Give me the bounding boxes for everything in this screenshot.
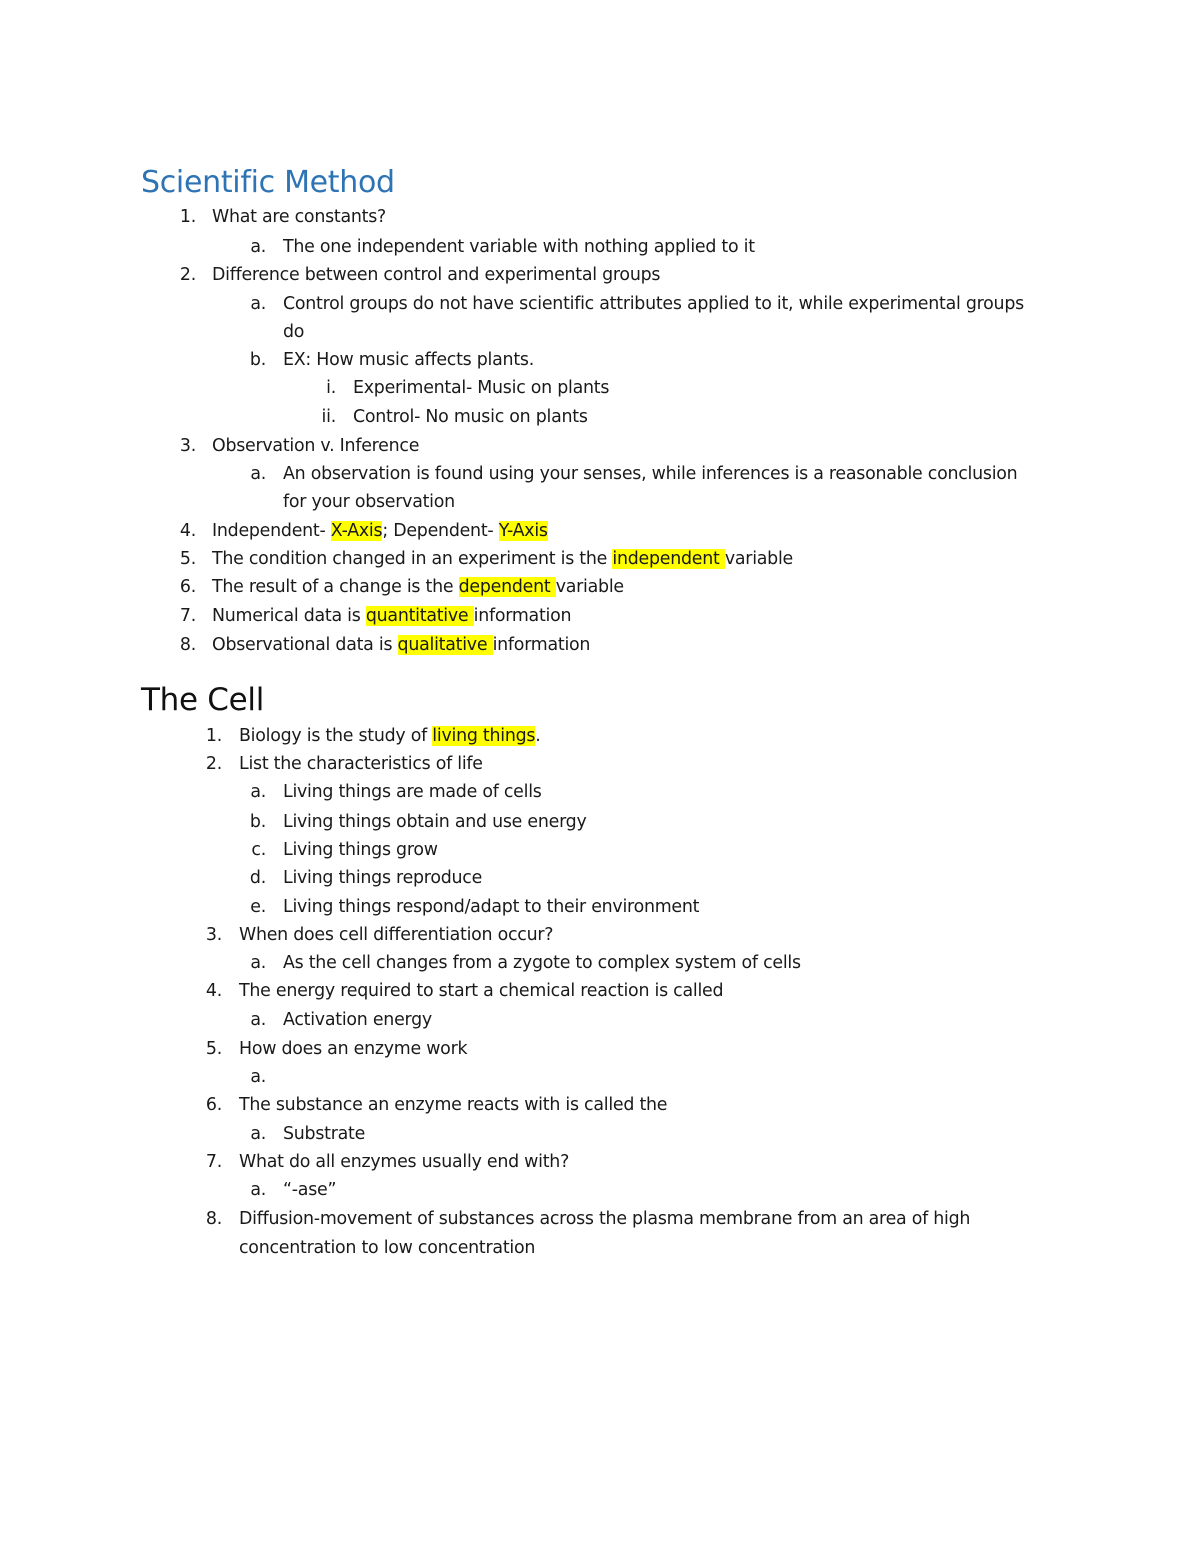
list-text: When does cell differentiation occur?	[239, 925, 554, 945]
list-letter: a.	[250, 237, 266, 257]
list-text: Living things respond/adapt to their environment	[283, 897, 700, 917]
text-run: variable	[724, 549, 794, 569]
text-run: Biology is the study of	[239, 726, 433, 746]
list-text: What are constants?	[212, 207, 387, 227]
list-number: 7.	[205, 1152, 222, 1172]
list-text: The one independent variable with nothing applied to it	[283, 237, 755, 257]
highlighted-term: independent	[612, 549, 725, 569]
list-text: An observation is found using your senses, while inferences is a reasonable conclusion	[283, 464, 1018, 484]
list-text	[239, 722, 540, 750]
list-text: Control groups do not have scientific attributes applied to it, while experimental groups	[283, 294, 1024, 314]
list-roman: i.	[326, 378, 336, 398]
list-number: 1.	[179, 207, 196, 227]
text-run: ; Dependent-	[382, 521, 499, 541]
list-text: How does an enzyme work	[239, 1039, 468, 1059]
list-number: 4.	[179, 521, 196, 541]
heading-the-cell: The Cell	[141, 682, 265, 718]
list-text: The substance an enzyme reacts with is called the	[239, 1095, 668, 1115]
list-text	[212, 573, 624, 601]
list-text	[212, 545, 793, 573]
highlighted-term: living things	[432, 726, 536, 746]
list-number: 5.	[179, 549, 196, 569]
text-run: information	[492, 635, 591, 655]
list-number: 8.	[205, 1209, 222, 1229]
list-number: 3.	[179, 436, 196, 456]
list-number: 8.	[179, 635, 196, 655]
list-number: 5.	[205, 1039, 222, 1059]
text-run: The result of a change is the	[212, 577, 459, 597]
list-text: Experimental- Music on plants	[353, 378, 610, 398]
list-letter: a.	[250, 782, 266, 802]
list-text: Diffusion-movement of substances across the plasma membrane from an area of high	[239, 1209, 971, 1229]
list-text: concentration to low concentration	[239, 1238, 536, 1258]
list-letter: a.	[250, 464, 266, 484]
list-letter: b.	[249, 812, 266, 832]
list-text: Living things are made of cells	[283, 782, 542, 802]
list-text: List the characteristics of life	[239, 754, 483, 774]
list-letter: b.	[249, 350, 266, 370]
text-run: information	[473, 606, 572, 626]
highlighted-term: dependent	[458, 577, 556, 597]
list-number: 4.	[205, 981, 222, 1001]
text-run: Numerical data is	[212, 606, 366, 626]
text-run: variable	[555, 577, 624, 597]
list-letter: a.	[250, 953, 266, 973]
list-text: EX: How music affects plants.	[283, 350, 534, 370]
text-run: Observational data is	[212, 635, 398, 655]
list-text: for your observation	[283, 492, 455, 512]
list-text: Observation v. Inference	[212, 436, 420, 456]
list-number: 2.	[205, 754, 222, 774]
list-text: Control- No music on plants	[353, 407, 588, 427]
list-number: 1.	[205, 726, 222, 746]
list-number: 2.	[179, 265, 196, 285]
list-letter: a.	[250, 1010, 266, 1030]
highlighted-term: Y-Axis	[498, 521, 548, 541]
list-roman: ii.	[321, 407, 336, 427]
list-text: What do all enzymes usually end with?	[239, 1152, 570, 1172]
list-letter: d.	[249, 868, 266, 888]
text-run: .	[535, 726, 541, 746]
heading-scientific-method: Scientific Method	[141, 165, 395, 200]
text-run: The condition changed in an experiment is the	[212, 549, 613, 569]
list-text: As the cell changes from a zygote to complex system of cells	[283, 953, 801, 973]
list-number: 7.	[179, 606, 196, 626]
list-letter: a.	[250, 1180, 266, 1200]
list-text: Living things reproduce	[283, 868, 483, 888]
list-text	[212, 631, 590, 659]
list-letter: a.	[250, 1124, 266, 1144]
list-text: The energy required to start a chemical reaction is called	[239, 981, 724, 1001]
highlighted-term: quantitative	[365, 606, 474, 626]
highlighted-term: qualitative	[397, 635, 493, 655]
highlighted-term: X-Axis	[330, 521, 383, 541]
list-letter: a.	[250, 1067, 266, 1087]
list-text	[212, 602, 571, 630]
list-number: 6.	[179, 577, 196, 597]
list-letter: c.	[251, 840, 266, 860]
list-number: 6.	[205, 1095, 222, 1115]
list-text: “-ase”	[283, 1180, 337, 1200]
list-text: Activation energy	[283, 1010, 432, 1030]
list-letter: a.	[250, 294, 266, 314]
list-text: Substrate	[283, 1124, 366, 1144]
list-text: Difference between control and experimental groups	[212, 265, 661, 285]
list-text: Living things obtain and use energy	[283, 812, 587, 832]
list-text: do	[283, 322, 305, 342]
list-letter: e.	[250, 897, 266, 917]
list-text	[212, 517, 548, 545]
list-text: Living things grow	[283, 840, 438, 860]
text-run: Independent-	[212, 521, 331, 541]
list-number: 3.	[205, 925, 222, 945]
